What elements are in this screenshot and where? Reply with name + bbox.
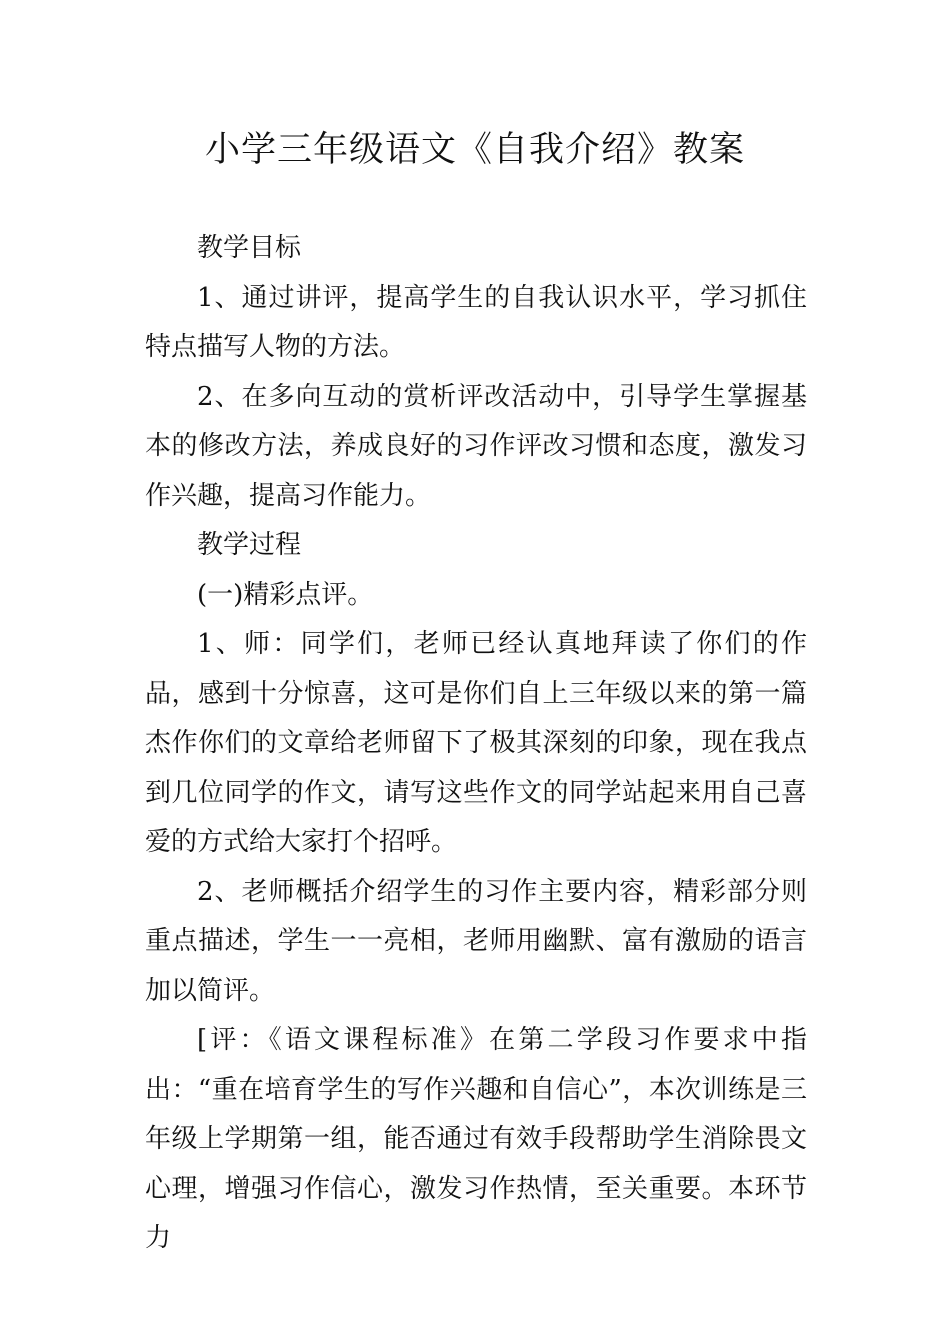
objective-paragraph-1: 1、通过讲评，提高学生的自我认识水平，学习抓住特点描写人物的方法。: [145, 282, 807, 362]
process-paragraph-2: 2、老师概括介绍学生的习作主要内容，精彩部分则重点描述，学生一一亮相，老师用幽默、富有激励的语言加以简评。: [145, 876, 807, 1006]
process-paragraph-1: 1、师：同学们，老师已经认真地拜读了你们的作品，感到十分惊喜，这可是你们自上三年级以来的第一篇杰作你们的文章给老师留下了极其深刻的印象，现在我点到几位同学的作文，请写这些作文的同学站起来用自己喜爱的方式给大家打个招呼。: [145, 629, 807, 857]
commentary-paragraph: [评：《语文课程标准》在第二学段习作要求中指出：“重在培育学生的写作兴趣和自信心”，本次训练是三年级上学期第一组，能否通过有效手段帮助学生消除畏文心理，增强习作信心，激发习作热情，至关重要。本环节力: [145, 1025, 807, 1253]
section-heading-review: (一)精彩点评。: [197, 579, 374, 610]
document-title: 小学三年级语文《自我介绍》教案: [204, 130, 745, 170]
document-body: [145, 224, 807, 1264]
heading-teaching-objectives: 教学目标: [197, 233, 302, 263]
objective-paragraph-2: 2、在多向互动的赏析评改活动中，引导学生掌握基本的修改方法，养成良好的习作评改习惯和态度，激发习作兴趣，提高习作能力。: [145, 381, 807, 511]
heading-teaching-process: 教学过程: [197, 530, 302, 560]
